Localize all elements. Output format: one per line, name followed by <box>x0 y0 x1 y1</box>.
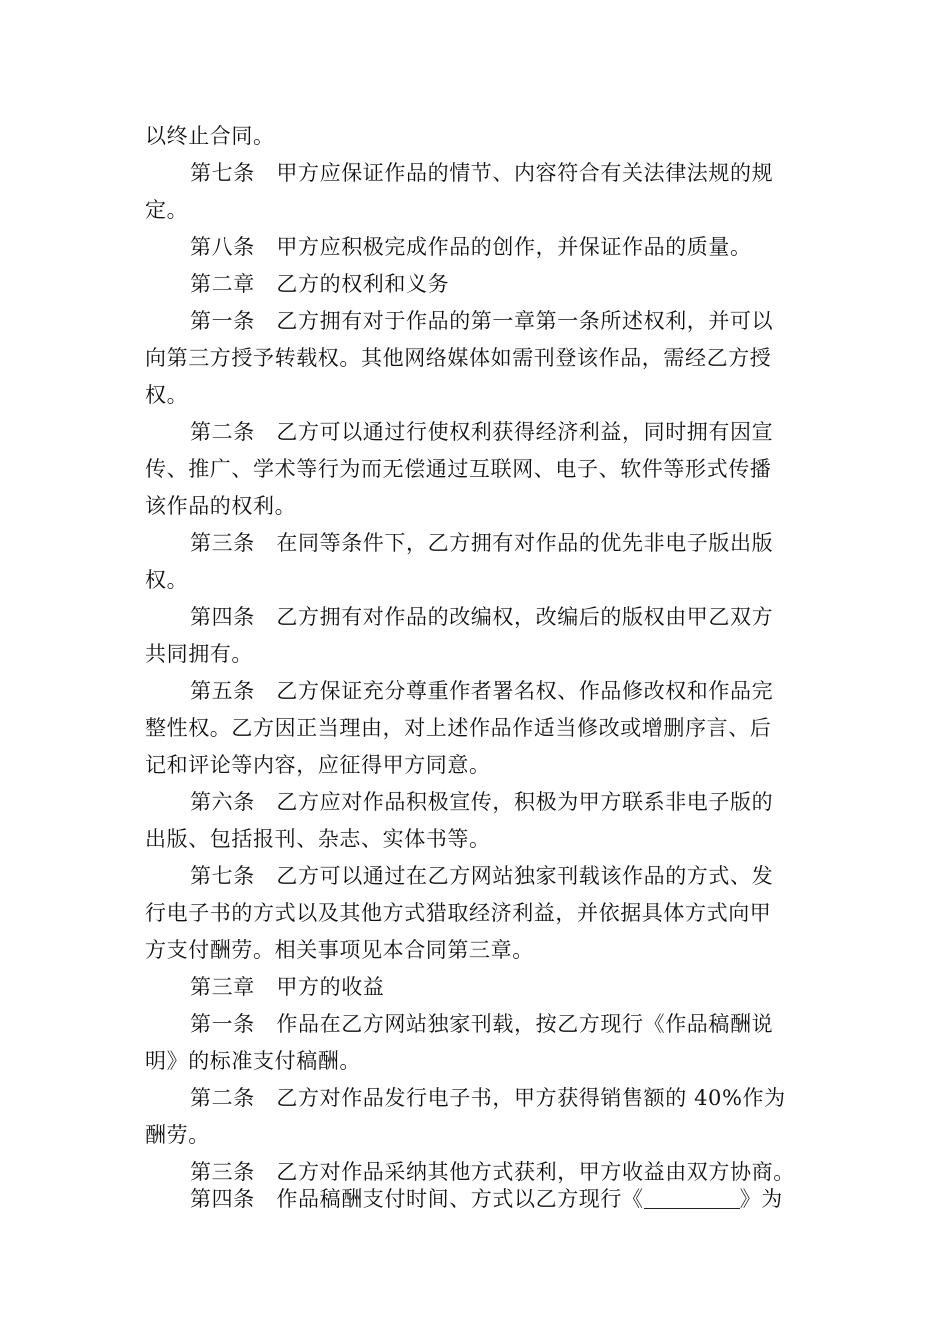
paragraph-line: 第四条 乙方拥有对作品的改编权，改编后的版权由甲乙双方 <box>190 605 774 629</box>
paragraph-line: 第二条 乙方对作品发行电子书，甲方获得销售额的 40%作为 <box>190 1086 786 1110</box>
line-text-after-blank: 》为 <box>739 1187 783 1211</box>
blank-field <box>644 1188 740 1209</box>
paragraph-line: 第二条 乙方可以通过行使权利获得经济利益，同时拥有因宣 <box>190 420 774 444</box>
paragraph-line: 共同拥有。 <box>145 642 253 666</box>
paragraph-line: 第三条 乙方对作品采纳其他方式获利，甲方收益由双方协商。 <box>190 1160 795 1184</box>
paragraph-line: 第七条 甲方应保证作品的情节、内容符合有关法律法规的规 <box>190 161 774 185</box>
paragraph-line: 定。 <box>145 198 189 222</box>
paragraph-line: 酬劳。 <box>145 1123 210 1147</box>
paragraph-line: 第五条 乙方保证充分尊重作者署名权、作品修改权和作品完 <box>190 679 774 703</box>
paragraph-line: 以终止合同。 <box>145 124 275 148</box>
paragraph-line: 权。 <box>145 383 189 407</box>
paragraph-line-fourth-article <box>145 1181 810 1218</box>
paragraph-line: 向第三方授予转载权。其他网络媒体如需刊登该作品，需经乙方授 <box>145 346 772 370</box>
paragraph-line: 传、推广、学术等行为而无偿通过互联网、电子、软件等形式传播 <box>145 457 772 481</box>
last-line-container <box>145 1181 810 1218</box>
paragraph-line: 记和评论等内容，应征得甲方同意。 <box>145 753 491 777</box>
paragraph-line: 第三条 在同等条件下，乙方拥有对作品的优先非电子版出版 <box>190 531 774 555</box>
paragraph-line: 整性权。乙方因正当理由，对上述作品作适当修改或增删序言、后 <box>145 716 772 740</box>
paragraph-line: 方支付酬劳。相关事项见本合同第三章。 <box>145 938 534 962</box>
paragraph-line: 第八条 甲方应积极完成作品的创作，并保证作品的质量。 <box>190 235 752 259</box>
paragraph-line: 第三章 甲方的收益 <box>190 975 385 999</box>
document-page <box>145 118 810 1191</box>
line-text-before-blank: 第四条 作品稿酬支付时间、方式以乙方现行《 <box>190 1187 644 1211</box>
paragraph-line: 行电子书的方式以及其他方式猎取经济利益，并依据具体方式向甲 <box>145 901 772 925</box>
paragraph-line: 第一条 乙方拥有对于作品的第一章第一条所述权利，并可以 <box>190 309 774 333</box>
paragraph-line: 权。 <box>145 568 189 592</box>
paragraph-line: 明》的标准支付稿酬。 <box>145 1049 361 1073</box>
paragraph-line: 出版、包括报刊、杂志、实体书等。 <box>145 827 491 851</box>
paragraph-line: 第一条 作品在乙方网站独家刊载，按乙方现行《作品稿酬说 <box>190 1012 774 1036</box>
paragraph-line: 该作品的权利。 <box>145 494 297 518</box>
paragraph-line: 第七条 乙方可以通过在乙方网站独家刊载该作品的方式、发 <box>190 864 774 888</box>
paragraph-line: 第二章 乙方的权利和义务 <box>190 272 450 296</box>
paragraph-line: 第六条 乙方应对作品积极宣传，积极为甲方联系非电子版的 <box>190 790 774 814</box>
